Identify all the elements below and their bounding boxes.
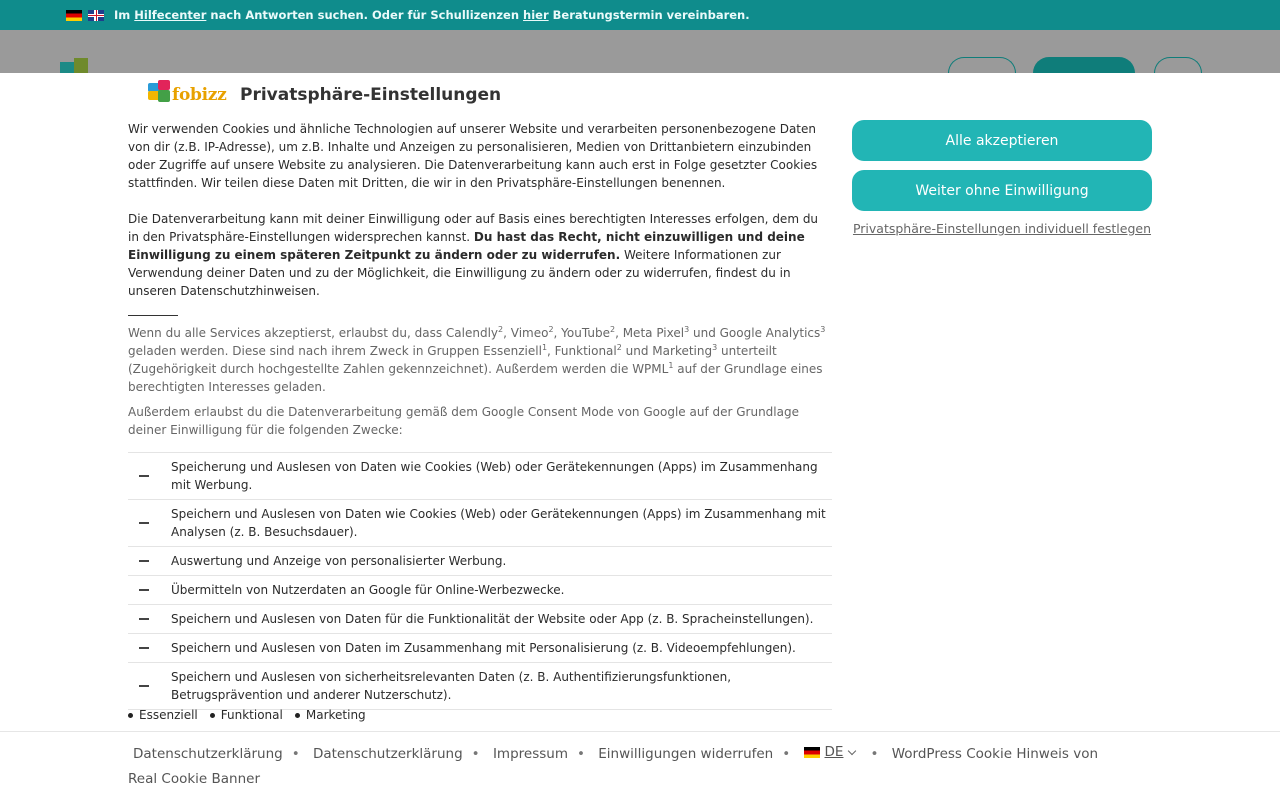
dash-icon	[139, 618, 149, 620]
footer-credit-link[interactable]: WordPress Cookie Hinweis von Real Cookie Banner	[128, 746, 1099, 787]
footer-link-imprint[interactable]: Impressum	[492, 746, 568, 762]
intro-paragraph: Wir verwenden Cookies und ähnliche Technologien auf unserer Website und verarbeiten personenbezogene Daten von dir (z.B. IP-Adresse), um z.B. Inhalte und Anzeigen zu personalisieren, Medien von Drittanbietern einzubinden oder Zugriffe auf unsere Website zu analysieren. Die Datenverarbeitung kann auch erst in Folge gesetzter Cookies stattfinden. Wir teilen diese Daten mit Dritten, die wir in den Privatsphäre-Einstellungen benennen.	[128, 122, 818, 190]
chevron-down-icon	[848, 747, 856, 755]
consent-text-column	[128, 120, 832, 710]
footer-links: Datenschutzerklärung • Datenschutzerklärung • Impressum • Einwilligungen widerrufen • DE • WordPress Cookie Hinweis von Real Cookie Banner	[128, 740, 1128, 792]
footer-link-privacy-policy-2[interactable]: Datenschutzerklärung	[312, 746, 463, 762]
purpose-item: Übermitteln von Nutzerdaten an Google für Online-Werbezwecke.	[128, 576, 832, 605]
continue-without-consent-button[interactable]: Weiter ohne Einwilligung	[852, 170, 1152, 211]
purpose-item: Speicherung und Auslesen von Daten wie Cookies (Web) oder Gerätekennungen (Apps) im Zusammenhang mit Werbung.	[128, 453, 832, 500]
footer-link-revoke-consent[interactable]: Einwilligungen widerrufen	[598, 746, 774, 762]
dash-icon	[139, 589, 149, 591]
flag-gb-icon[interactable]	[88, 10, 104, 21]
rights-paragraph: Die Datenverarbeitung kann mit deiner Einwilligung oder auf Basis eines berechtigten Interesses erfolgen, dem du in den Privatsphäre-Einstellungen widersprechen kannst. Du hast das Recht, nicht einzuwilligen und deine Einwilligung zu einem späteren Zeitpunkt zu ändern oder zu widerrufen. Weitere Informationen zur Verwendung deiner Daten und zu der Möglichkeit, die Einwilligung zu ändern oder zu widerrufen, findest du in unseren Datenschutzhinweisen.	[128, 212, 819, 298]
consent-mode-info: Außerdem erlaubst du die Datenverarbeitung gemäß dem Google Consent Mode von Google auf der Grundlage deiner Einwilligung für die folgenden Zwecke:	[128, 405, 799, 437]
dash-icon	[139, 522, 149, 524]
accept-all-button[interactable]: Alle akzeptieren	[852, 120, 1152, 161]
group-essential: Essenziell	[128, 708, 198, 722]
dialog-footer	[0, 731, 1280, 801]
customize-privacy-link[interactable]: Privatsphäre-Einstellungen individuell festlegen	[852, 221, 1152, 236]
purpose-item: Speichern und Auslesen von sicherheitsrelevanten Daten (z. B. Authentifizierungsfunktionen, Betrugsprävention und anderer Nutzerschutz).	[128, 663, 832, 710]
group-marketing: Marketing	[295, 708, 366, 722]
language-selector[interactable]: DE	[799, 740, 867, 765]
services-info: Wenn du alle Services akzeptierst, erlaubst du, dass Calendly$^2$, Vimeo$^2$, YouTube$^2$, Meta Pixel$^3$ und Google Analytics$^3$ geladen werden. Diese sind nach ihrem Zweck in Gruppen Essenziell$^1$, Funktional$^2$ und Marketing$^3$ unterteilt (Zugehörigkeit durch hochgestellte Zahlen gekennzeichnet). Außerdem werden die WPML$^1$ auf der Grundlage eines berechtigten Interesses geladen.	[128, 325, 826, 394]
brand-wordmark: fobizz	[172, 85, 227, 105]
service-groups	[128, 708, 366, 722]
background-button-outline	[948, 57, 1016, 73]
purpose-item: Auswertung und Anzeige von personalisierter Werbung.	[128, 547, 832, 576]
background-button-filled	[1033, 57, 1135, 73]
purpose-item: Speichern und Auslesen von Daten wie Cookies (Web) oder Gerätekennungen (Apps) im Zusammenhang mit Analysen (z. B. Besuchsdauer).	[128, 500, 832, 547]
consent-purposes-list	[128, 452, 832, 710]
flag-de-icon	[804, 747, 820, 758]
helpcenter-link[interactable]: Hilfecenter	[134, 8, 207, 22]
dash-icon	[139, 647, 149, 649]
dialog-title: Privatsphäre-Einstellungen	[240, 85, 502, 105]
divider	[128, 315, 178, 316]
top-info-bar	[0, 0, 1280, 30]
bullet-dot-icon	[295, 713, 300, 718]
purpose-item: Speichern und Auslesen von Daten für die Funktionalität der Website oder App (z. B. Spracheinstellungen).	[128, 605, 832, 634]
group-functional: Funktional	[210, 708, 283, 722]
footer-link-privacy-policy[interactable]: Datenschutzerklärung	[133, 746, 283, 762]
bullet-dot-icon	[128, 713, 133, 718]
fobizz-logo	[148, 80, 227, 108]
here-link[interactable]: hier	[523, 8, 549, 22]
dash-icon	[139, 475, 149, 477]
top-info-message: Im Hilfecenter nach Antworten suchen. Oder für Schullizenzen hier Beratungstermin vereinbaren.	[114, 8, 750, 22]
dash-icon	[139, 685, 149, 687]
site-logo-icon	[60, 58, 94, 73]
flag-de-icon[interactable]	[66, 10, 82, 21]
dash-icon	[139, 560, 149, 562]
background-account-icon	[1154, 57, 1202, 73]
purpose-item: Speichern und Auslesen von Daten im Zusammenhang mit Personalisierung (z. B. Videoempfehlungen).	[128, 634, 832, 663]
bullet-dot-icon	[210, 713, 215, 718]
